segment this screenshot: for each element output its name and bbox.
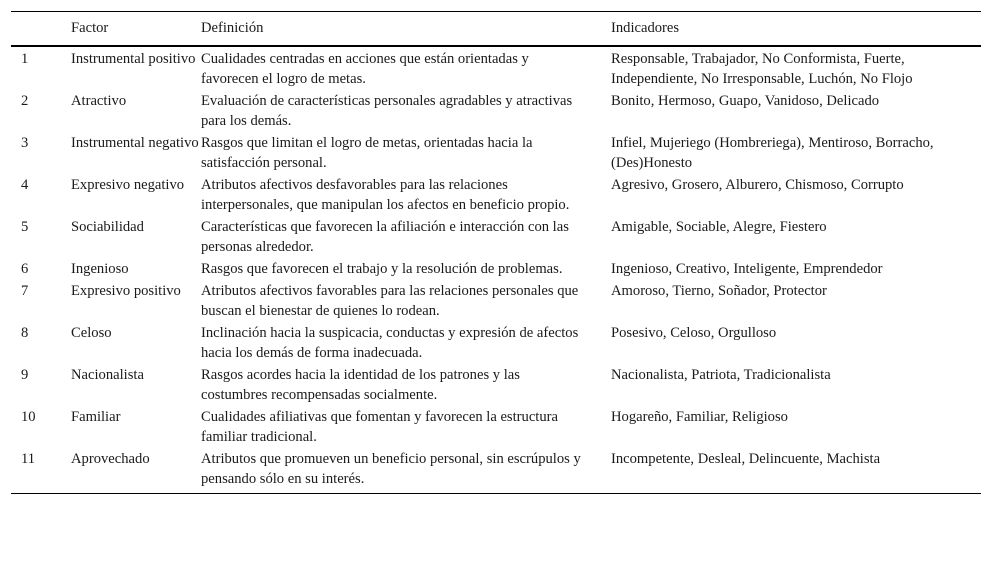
header-number [11, 12, 71, 47]
row-indicators: Responsable, Trabajador, No Conformista, Fuerte, Independiente, No Irresponsable, Luchón, No Flojo [611, 51, 913, 87]
row-number: 11 [11, 448, 71, 494]
row-indicators: Posesivo, Celoso, Orgulloso [611, 325, 777, 341]
table-row-4 [11, 174, 981, 216]
row-indicators: Amoroso, Tierno, Soñador, Protector [611, 283, 827, 299]
row-factor: Expresivo negativo [71, 177, 185, 193]
row-definition: Atributos afectivos desfavorables para las relaciones interpersonales, que manipulan los afectos en beneficio propio. [201, 177, 570, 213]
row-factor: Celoso [71, 325, 112, 341]
row-indicators: Agresivo, Grosero, Alburero, Chismoso, Corrupto [611, 177, 904, 193]
row-definition: Atributos afectivos favorables para las relaciones personales que buscan el bienestar de quienes lo rodean. [201, 283, 579, 319]
row-indicators: Hogareño, Familiar, Religioso [611, 409, 788, 425]
row-factor: Nacionalista [71, 367, 144, 383]
row-definition: Cualidades afiliativas que fomentan y favorecen la estructura familiar tradicional. [201, 409, 558, 445]
row-number: 2 [21, 93, 29, 109]
header-factor: Factor [71, 12, 201, 47]
table-row-3 [11, 132, 981, 174]
header-definition: Definición [201, 12, 611, 47]
row-factor: Expresivo positivo [71, 283, 181, 299]
row-indicators: Infiel, Mujeriego (Hombreriega), Mentiroso, Borracho, (Des)Honesto [611, 135, 934, 171]
row-number: 10 [21, 409, 36, 425]
table-row-5 [11, 216, 981, 258]
table-row-10 [11, 406, 981, 448]
row-number: 8 [21, 325, 29, 341]
row-number: 1 [21, 51, 29, 67]
row-factor: Aprovechado [71, 448, 201, 494]
row-factor: Ingenioso [71, 261, 129, 277]
row-definition: Atributos que promueven un beneficio personal, sin escrúpulos y pensando sólo en su interés. [201, 448, 611, 494]
row-factor: Sociabilidad [71, 219, 144, 235]
row-number: 7 [21, 283, 29, 299]
table-header [11, 12, 981, 47]
row-number: 5 [21, 219, 29, 235]
row-indicators: Ingenioso, Creativo, Inteligente, Emprendedor [611, 261, 883, 277]
row-factor: Instrumental positivo [71, 51, 196, 67]
row-number: 4 [21, 177, 29, 193]
row-definition: Inclinación hacia la suspicacia, conductas y expresión de afectos hacia los demás de forma inadecuada. [201, 325, 579, 361]
row-definition: Cualidades centradas en acciones que están orientadas y favorecen el logro de metas. [201, 51, 529, 87]
row-number: 9 [21, 367, 29, 383]
row-number: 6 [21, 261, 29, 277]
row-definition: Características que favorecen la afiliación e interacción con las personas alrededor. [201, 219, 569, 255]
row-definition: Rasgos que favorecen el trabajo y la resolución de problemas. [201, 261, 563, 277]
row-indicators: Amigable, Sociable, Alegre, Fiestero [611, 219, 827, 235]
header-indicators: Indicadores [611, 12, 981, 47]
table-row-7 [11, 280, 981, 322]
row-factor: Familiar [71, 409, 121, 425]
table-row-1 [11, 46, 981, 90]
header-row [11, 12, 981, 47]
table-row-8 [11, 322, 981, 364]
row-indicators: Nacionalista, Patriota, Tradicionalista [611, 367, 831, 383]
row-factor: Atractivo [71, 93, 127, 109]
row-definition: Rasgos que limitan el logro de metas, orientadas hacia la satisfacción personal. [201, 135, 533, 171]
factors-table-container [11, 11, 981, 494]
row-definition: Evaluación de características personales agradables y atractivas para los demás. [201, 93, 573, 129]
row-factor: Instrumental negativo [71, 135, 199, 151]
row-number: 3 [21, 135, 29, 151]
table-row-2 [11, 90, 981, 132]
table-row-9 [11, 364, 981, 406]
row-indicators: Bonito, Hermoso, Guapo, Vanidoso, Delicado [611, 93, 880, 109]
table-body [11, 46, 981, 494]
table-row-11 [11, 448, 981, 494]
row-definition: Rasgos acordes hacia la identidad de los patrones y las costumbres recompensadas socialmente. [201, 367, 520, 403]
table-row-6 [11, 258, 981, 280]
row-indicators: Incompetente, Desleal, Delincuente, Machista [611, 448, 981, 494]
factors-table [11, 11, 981, 494]
